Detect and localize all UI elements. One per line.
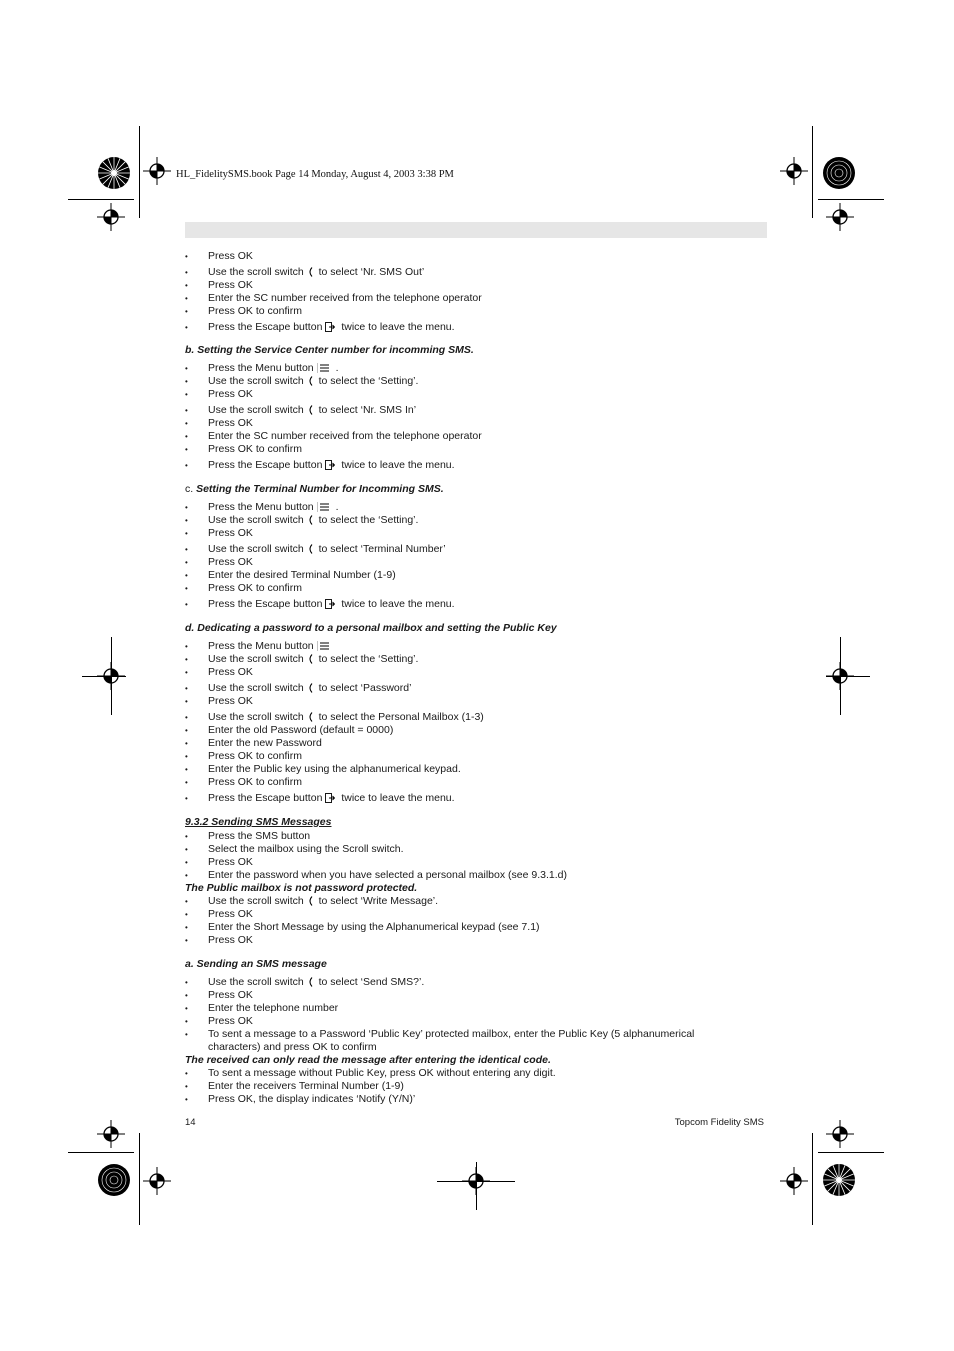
list-item: • Press OK to confirm (185, 443, 745, 456)
crop-mark (139, 1133, 140, 1225)
list-item: • Use the scroll switch to select the ‘Setting’. (185, 514, 745, 527)
scroll-switch-icon (307, 405, 313, 415)
list-item: • Press OK (185, 556, 745, 569)
section-heading: a. Sending an SMS message (185, 958, 327, 970)
crop-mark (139, 126, 140, 218)
list-item: • Press OK to confirm (185, 776, 745, 789)
list-item: • Press OK (185, 989, 745, 1002)
scroll-switch-icon (307, 712, 313, 722)
page-content (185, 250, 745, 1106)
list-item: • Enter the receivers Terminal Number (1-9) (185, 1080, 745, 1093)
list-item: • Enter the new Password (185, 737, 745, 750)
menu-button-icon (317, 363, 330, 373)
list-item: • Enter the desired Terminal Number (1-9) (185, 569, 745, 582)
scroll-switch-icon (307, 544, 313, 554)
list-item: • Press OK (185, 1015, 745, 1028)
list-item: • Use the scroll switch to select ‘Send SMS?’. (185, 976, 745, 989)
list-item: • Press the Menu button . (185, 501, 745, 514)
list-item: • To sent a message without Public Key, press OK without entering any digit. (185, 1067, 745, 1080)
crop-mark (68, 199, 134, 200)
color-rosette-icon (822, 156, 856, 190)
list-item: • Use the scroll switch to select the Personal Mailbox (1-3) (185, 711, 745, 724)
list-item: • Press OK (185, 417, 745, 430)
list-item: • Use the scroll switch to select ‘Nr. SMS In’ (185, 404, 745, 417)
registration-mark-icon (97, 1120, 125, 1148)
registration-mark-icon (780, 157, 808, 185)
list-item: • Press OK to confirm (185, 750, 745, 763)
list-item: • Press OK (185, 856, 745, 869)
list-item: • Select the mailbox using the Scroll switch. (185, 843, 745, 856)
crop-mark (476, 1162, 477, 1210)
scroll-switch-icon (307, 683, 313, 693)
color-rosette-icon (822, 1163, 856, 1197)
list-item: • Press OK (185, 934, 745, 947)
crop-mark (111, 637, 112, 715)
list-item: • To sent a message to a Password ‘Public Key’ protected mailbox, enter the Public Key (5 alphanumerical characters) and press OK to confirm (185, 1028, 738, 1054)
list-item: • Press OK (185, 908, 745, 921)
sending-sms-steps (185, 830, 745, 947)
section-heading: d. Dedicating a password to a personal mailbox and setting the Public Key (185, 622, 557, 634)
list-item: • Press the Escape button twice to leave the menu. (185, 598, 745, 611)
scroll-switch-icon (307, 654, 313, 664)
section-heading: 9.3.2 Sending SMS Messages (185, 816, 332, 828)
list-item: • Press OK (185, 695, 745, 708)
section-c-steps (185, 501, 745, 611)
list-item: • Press the Menu button . (185, 362, 745, 375)
scroll-switch-icon (307, 515, 313, 525)
crop-mark (82, 676, 126, 677)
file-slug: HL_FidelitySMS.book Page 14 Monday, August 4, 2003 3:38 PM (176, 169, 454, 180)
list-item: • Press the Escape button twice to leave the menu. (185, 792, 745, 805)
menu-button-icon (317, 641, 330, 651)
registration-mark-icon (826, 203, 854, 231)
section-heading: c. Setting the Terminal Number for Incomming SMS. (185, 483, 444, 495)
send-message-steps (185, 976, 745, 1106)
note: The received can only read the message after entering the identical code. (185, 1054, 551, 1066)
list-item: • Use the scroll switch to select the ‘Setting’. (185, 653, 745, 666)
page-number: 14 (185, 1117, 196, 1128)
registration-mark-icon (143, 157, 171, 185)
scroll-switch-icon (307, 977, 313, 987)
scroll-switch-icon (307, 376, 313, 386)
registration-mark-icon (780, 1167, 808, 1195)
list-item: • Press OK, the display indicates ‘Notify (Y/N)’ (185, 1093, 745, 1106)
product-name: Topcom Fidelity SMS (674, 1117, 764, 1128)
color-rosette-icon (97, 156, 131, 190)
list-item: • Use the scroll switch to select the ‘Setting’. (185, 375, 745, 388)
list-item: • Enter the Short Message by using the Alphanumerical keypad (see 7.1) (185, 921, 745, 934)
list-item: • Press the Menu button (185, 640, 745, 653)
section-b-steps (185, 362, 745, 472)
list-item: • Press OK (185, 250, 745, 263)
list-item: • Press OK (185, 388, 745, 401)
registration-mark-icon (826, 1120, 854, 1148)
crop-mark (818, 1152, 884, 1153)
escape-button-icon (325, 599, 335, 609)
list-item: • Press OK (185, 279, 745, 292)
escape-button-icon (325, 460, 335, 470)
section-d-steps (185, 640, 745, 805)
scroll-switch-icon (307, 267, 313, 277)
menu-button-icon (317, 502, 330, 512)
list-item: • Enter the SC number received from the telephone operator (185, 430, 745, 443)
list-item: • Enter the telephone number (185, 1002, 745, 1015)
list-item: • Enter the Public key using the alphanumerical keypad. (185, 763, 745, 776)
list-item: • Press the Escape button twice to leave the menu. (185, 459, 745, 472)
crop-mark (812, 126, 813, 218)
crop-mark (68, 1152, 134, 1153)
registration-mark-icon (97, 203, 125, 231)
list-item: • Use the scroll switch to select ‘Terminal Number’ (185, 543, 745, 556)
header-band (185, 222, 767, 238)
list-item: • Press OK to confirm (185, 305, 745, 318)
list-item: • Enter the password when you have selected a personal mailbox (see 9.3.1.d) (185, 869, 745, 882)
list-item: • Press OK (185, 527, 745, 540)
section-heading: b. Setting the Service Center number for incomming SMS. (185, 344, 474, 356)
crop-mark (818, 199, 884, 200)
list-item: • Press the SMS button (185, 830, 745, 843)
crop-mark (840, 637, 841, 715)
crop-mark (812, 1133, 813, 1225)
list-item: • Use the scroll switch to select ‘Password’ (185, 682, 745, 695)
list-item: • Enter the old Password (default = 0000) (185, 724, 745, 737)
intro-steps (185, 250, 745, 334)
list-item: • Use the scroll switch to select ‘Nr. SMS Out’ (185, 266, 745, 279)
list-item: • Use the scroll switch to select ‘Write Message’. (185, 895, 745, 908)
escape-button-icon (325, 793, 335, 803)
escape-button-icon (325, 322, 335, 332)
list-item: • Press the Escape button twice to leave the menu. (185, 321, 745, 334)
color-rosette-icon (97, 1163, 131, 1197)
scroll-switch-icon (307, 896, 313, 906)
list-item: • Press OK (185, 666, 745, 679)
crop-mark (826, 676, 870, 677)
list-item: • Enter the SC number received from the telephone operator (185, 292, 745, 305)
list-item: • Press OK to confirm (185, 582, 745, 595)
registration-mark-icon (143, 1167, 171, 1195)
note: The Public mailbox is not password protected. (185, 882, 418, 894)
